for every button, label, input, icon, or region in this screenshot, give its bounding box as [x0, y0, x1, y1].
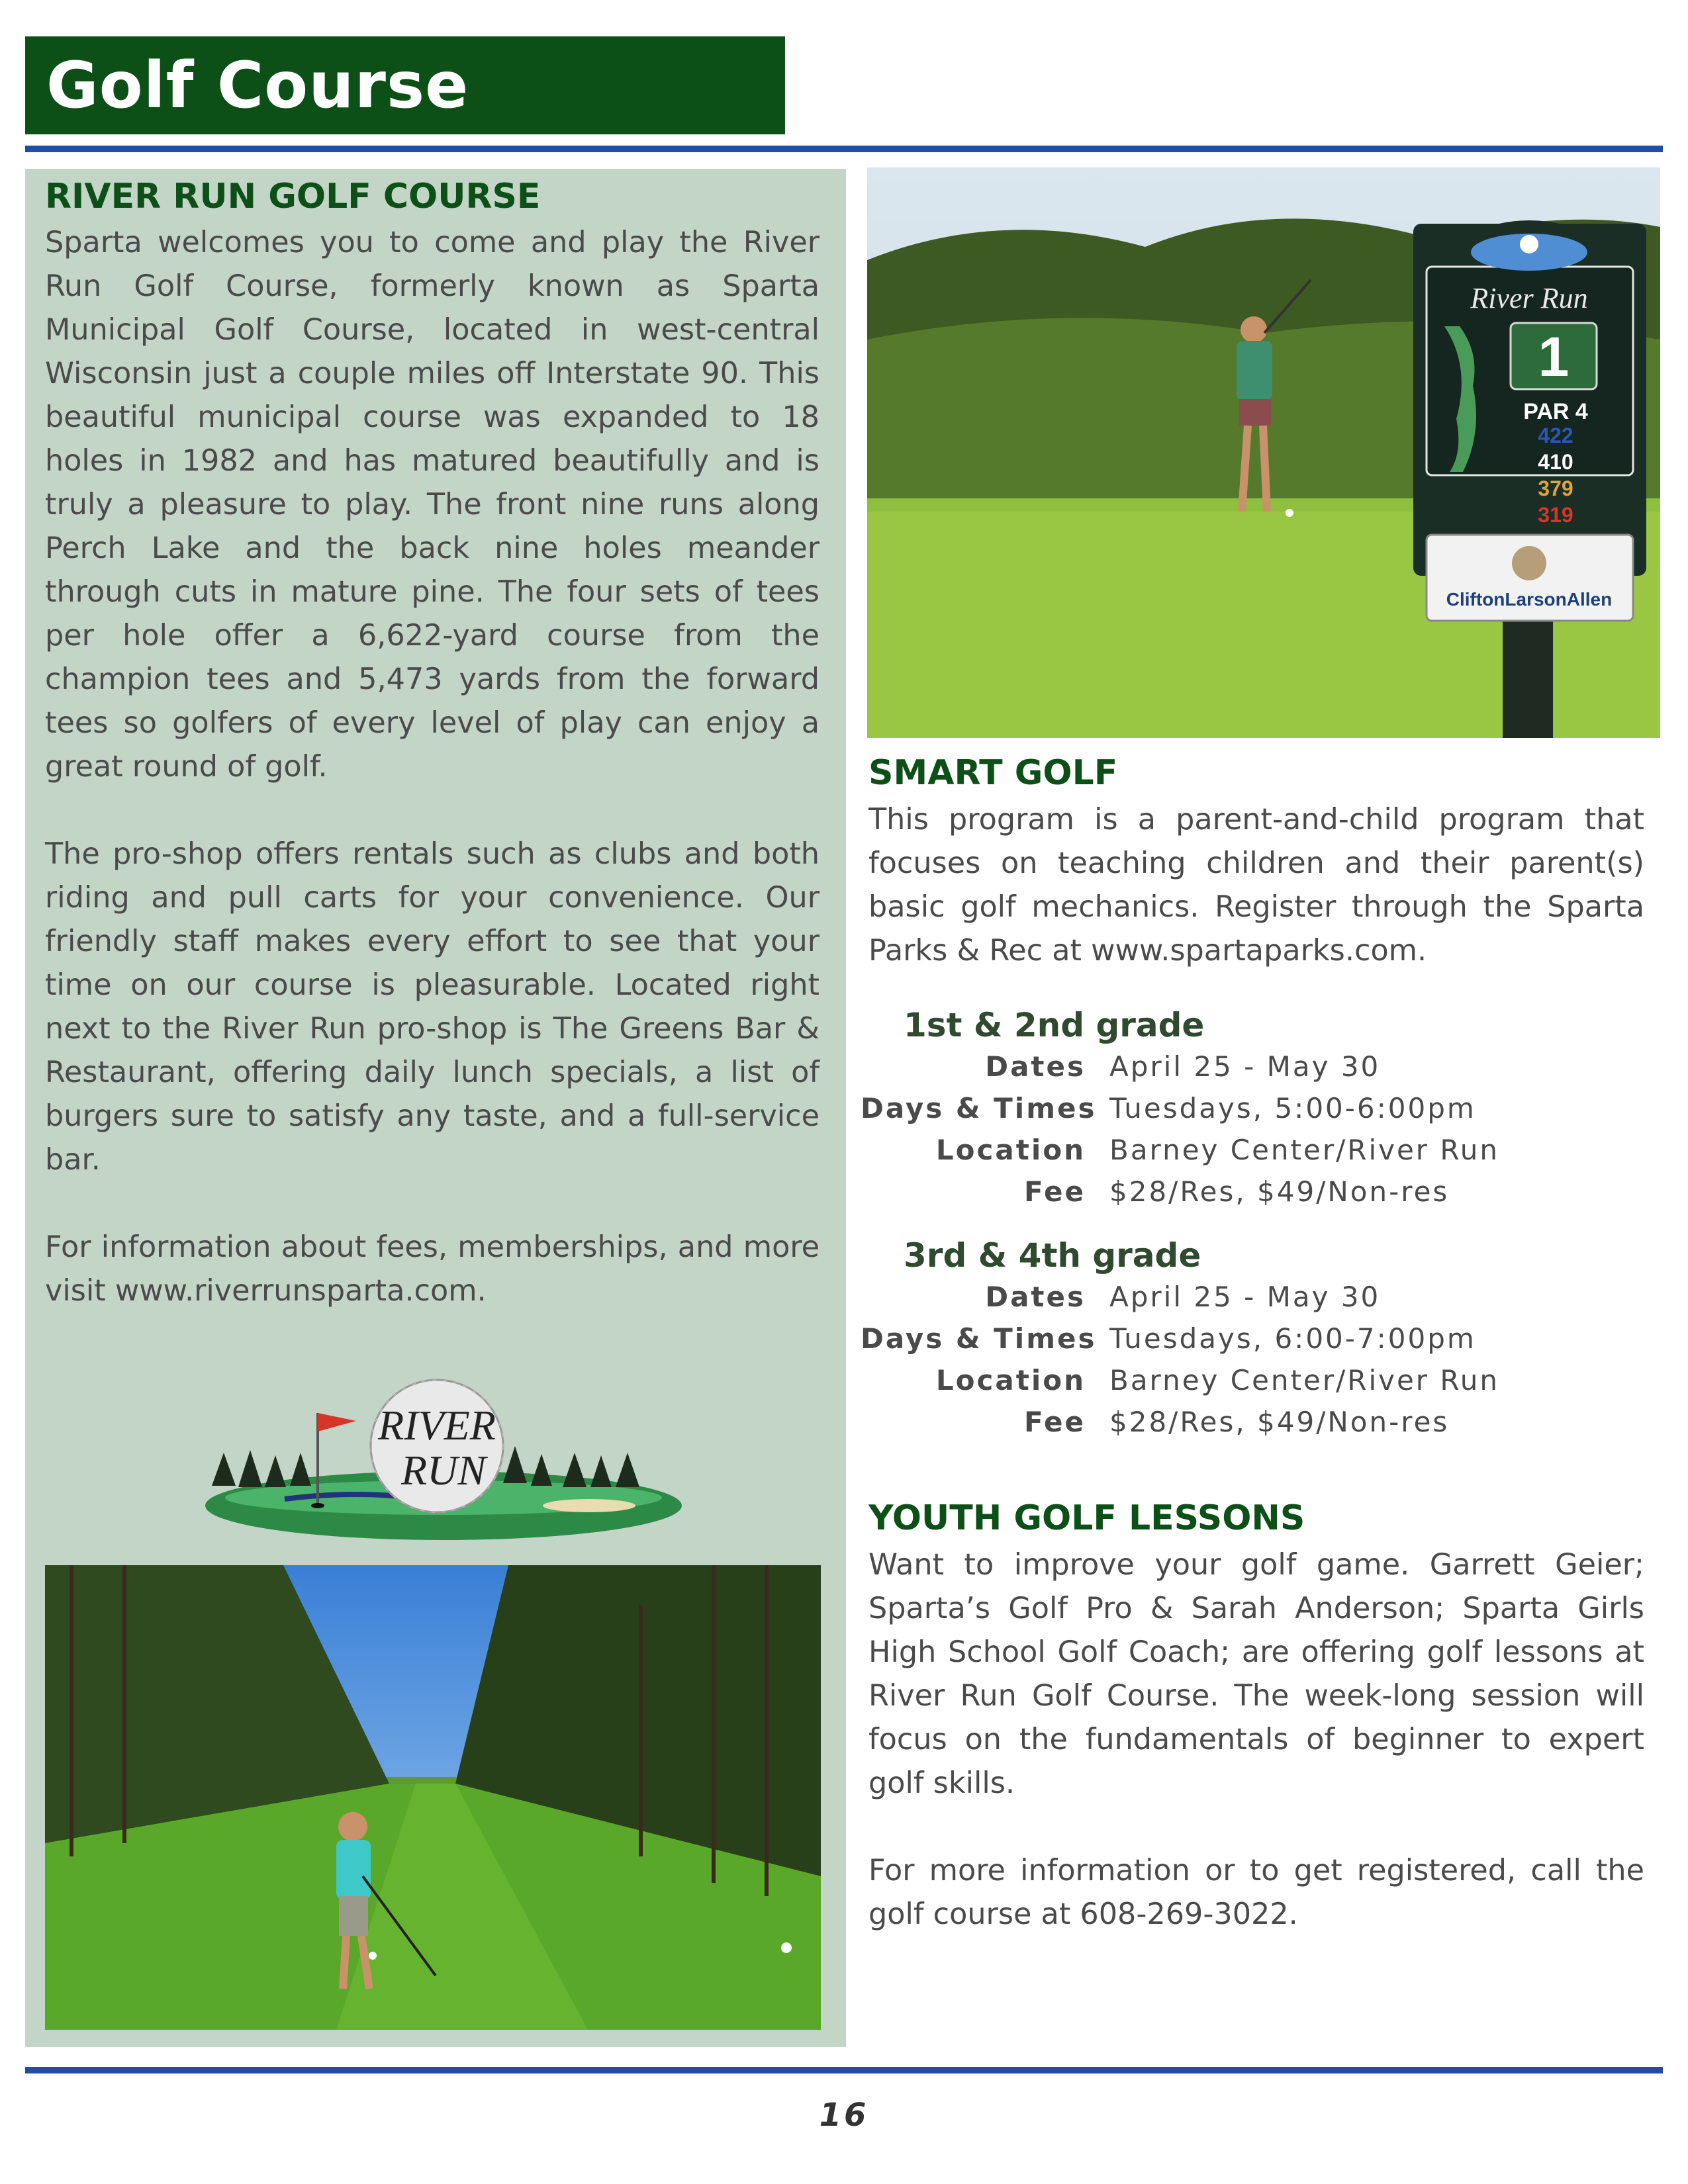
schedule-value: Tuesdays, 6:00-7:00pm: [1109, 1322, 1476, 1355]
schedule-row: [861, 1129, 1655, 1171]
sign-yardage-red: 319: [1538, 503, 1573, 527]
sign-course-name: River Run: [1470, 282, 1588, 314]
grade-heading: 3rd & 4th grade: [904, 1236, 1201, 1275]
sign-yardage-blue: 422: [1538, 424, 1573, 447]
river-run-paragraph: Sparta welcomes you to come and play the River Run Golf Course, formerly known as Sparta Municipal Golf Course, located in west-central Wisconsin just a couple miles off Interstate 90. This beautiful municipal course was expanded to 18 holes in 1982 and has matured beautifully and is truly a pleasure to play. The front nine runs along Perch Lake and the back nine holes meander through cuts in mature pine. The four sets of tees per hole offer a 6,622-yard course from the champion tees and 5,473 yards from the forward tees so golfers of every level of play can enjoy a great round of golf.: [45, 226, 820, 784]
schedule-row: [861, 1171, 1655, 1212]
river-run-paragraph: The pro-shop offers rentals such as clubs and both riding and pull carts for your convenience. Our friendly staff makes every effort to see that your time on our course is pleasurable. Located right next to the River Run pro-shop is The Greens Bar & Restaurant, offering daily lunch specials, a list of burgers sure to satisfy any taste, and a full-service bar.: [45, 837, 820, 1177]
sign-sponsor: CliftonLarsonAllen: [1446, 589, 1613, 610]
grade-heading: 1st & 2nd grade: [904, 1006, 1205, 1044]
schedule-label: Days & Times: [861, 1092, 1097, 1124]
sign-yardage-white: 410: [1538, 450, 1573, 474]
logo-line1: RIVER: [378, 1402, 496, 1449]
schedule-label: Dates: [985, 1281, 1086, 1313]
page-title: Golf Course: [25, 36, 785, 134]
schedule-value: Tuesdays, 5:00-6:00pm: [1109, 1092, 1476, 1124]
schedule-value: Barney Center/River Run: [1109, 1134, 1499, 1166]
smart-golf-paragraph: This program is a parent-and-child program that focuses on teaching children and their parent(s) basic golf mechanics. Register through the Sparta Parks & Rec at www.spartaparks.com.: [868, 803, 1644, 968]
youth-lessons-body: [868, 1543, 1644, 1936]
youth-lessons-paragraph: For more information or to get registered, call the golf course at 608-269-3022.: [868, 1854, 1644, 1931]
youth-lessons-paragraph: Want to improve your golf game. Garrett Geier; Sparta’s Golf Pro & Sarah Anderson; Sparta Girls High School Golf Coach; are offering golf lessons at River Run Golf Course. The week-long session will focus on the fundamentals of beginner to expert golf skills.: [868, 1548, 1644, 1800]
schedule-value: $28/Res, $49/Non-res: [1109, 1175, 1450, 1208]
schedule-label: Location: [935, 1134, 1086, 1166]
smart-golf-body: [868, 798, 1644, 973]
schedule-row: [861, 1276, 1655, 1318]
schedule-value: $28/Res, $49/Non-res: [1109, 1406, 1450, 1438]
schedule-value: April 25 - May 30: [1109, 1050, 1381, 1083]
river-run-body: [45, 221, 820, 1313]
schedule-label: Location: [935, 1364, 1086, 1396]
schedule-label: Fee: [1024, 1175, 1086, 1208]
smart-golf-heading: SMART GOLF: [868, 753, 1118, 793]
schedule-3rd-4th: [861, 1276, 1655, 1443]
bottom-divider: [25, 2067, 1663, 2073]
schedule-label: Dates: [985, 1050, 1086, 1083]
schedule-row: [861, 1087, 1655, 1129]
schedule-label: Days & Times: [861, 1322, 1097, 1355]
schedule-value: Barney Center/River Run: [1109, 1364, 1499, 1396]
schedule-value: April 25 - May 30: [1109, 1281, 1381, 1313]
schedule-row: [861, 1318, 1655, 1359]
youth-lessons-heading: YOUTH GOLF LESSONS: [868, 1498, 1305, 1538]
river-run-heading: RIVER RUN GOLF COURSE: [45, 177, 541, 216]
schedule-row: [861, 1401, 1655, 1443]
hole-one-photo: [867, 167, 1660, 738]
fairway-photo: [45, 1565, 821, 2030]
schedule-row: [861, 1359, 1655, 1401]
page-number: 16: [819, 2097, 869, 2134]
sign-par: PAR 4: [1523, 399, 1588, 424]
sign-hole-number: 1: [1538, 326, 1570, 388]
river-run-logo: [192, 1373, 682, 1545]
schedule-row: [861, 1046, 1655, 1087]
river-run-paragraph: For information about fees, memberships, and more visit www.riverrunsparta.com.: [45, 1230, 820, 1308]
sign-yardage-gold: 379: [1538, 477, 1573, 500]
top-divider: [25, 146, 1663, 152]
schedule-label: Fee: [1024, 1406, 1086, 1438]
logo-line2: RUN: [401, 1447, 486, 1494]
schedule-1st-2nd: [861, 1046, 1655, 1212]
